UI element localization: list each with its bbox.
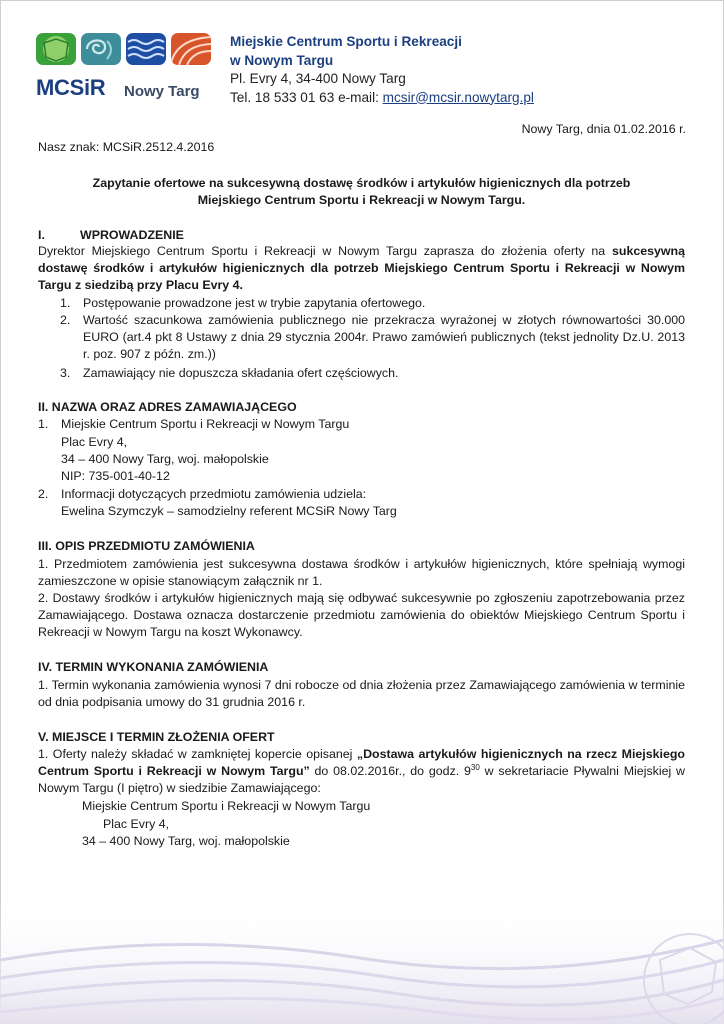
offer-time-minutes: 30 [470, 763, 480, 773]
section-1-number: I. [38, 228, 45, 242]
org-contact [230, 89, 534, 108]
brand-city: Nowy Targ [124, 83, 200, 100]
offer-envelope-label: „Dostawa artykułów higienicznych na rzecz Miejskiego Centrum Sportu i Rekreacji w Nowym Targu” [38, 747, 686, 779]
list-item: Zamawiający nie dopuszcza składania ofert częściowych. [83, 366, 399, 380]
submission-address-name: Miejskie Centrum Sportu i Rekreacji w Nowym Targu [82, 799, 371, 813]
document-title-line2: Miejskiego Centrum Sportu i Rekreacji w Nowym Targu. [197, 193, 526, 207]
swirl-tile-icon [81, 33, 121, 65]
section-3-paragraph-2: 2. Dostawy środków i artykułów higienicznych mają się odbywać sukcesywnie po zgłoszeniu zapotrzebowania przez Zamawiającego. Dostawa oznacza dostarczenie przedmiotu zamówienia do obiektów Miejskiego Centrum Sportu i Rekreacji w Nowym Targu na koszt Wykonawcy. [38, 591, 685, 640]
decorative-footer-waves [0, 900, 724, 1024]
waves-tile-icon [126, 33, 166, 65]
place-date: Nowy Targ, dnia 01.02.2016 r. [521, 122, 686, 136]
intro-text: Dyrektor Miejskiego Centrum Sportu i Rekreacji w Nowym Targu zaprasza do złożenia oferty na [38, 244, 612, 258]
list-item-number: 1. [60, 296, 71, 310]
email-link[interactable]: mcsir@mcsir.nowytarg.pl [382, 89, 534, 105]
contractor-city: 34 – 400 Nowy Targ, woj. małopolskie [61, 452, 269, 466]
section-5-heading: V. MIEJSCE I TERMIN ZŁOŻENIA OFERT [38, 730, 275, 744]
track-tile-icon [171, 33, 211, 65]
section-5-paragraph-1 [38, 746, 685, 798]
contact-person: Ewelina Szymczyk – samodzielny referent MCSiR Nowy Targ [61, 504, 397, 518]
list-item-number: 2. [60, 313, 71, 327]
org-phone: Tel. 18 533 01 63 e-mail: [230, 89, 383, 105]
section-1-heading: WPROWADZENIE [80, 228, 184, 242]
contractor-name: Miejskie Centrum Sportu i Rekreacji w Nowym Targu [61, 417, 350, 431]
submission-address-street: Plac Evry 4, [103, 817, 170, 831]
intro-bold: sukcesywną dostawę środków i artykułów higienicznych dla potrzeb Miejskiego Centrum Sportu i Rekreacji w Nowym Targu z siedzibą przy Placu Evry 4. [38, 244, 685, 293]
document-title-line1: Zapytanie ofertowe na sukcesywną dostawę środków i artykułów higienicznych dla potrzeb [92, 176, 631, 190]
org-name-line2: w Nowym Targu [230, 52, 334, 68]
mcsir-logo [36, 33, 212, 105]
list-item: Wartość szacunkowa zamówienia publicznego nie przekracza wyrażonej w złotych równowartości 30.000 EURO (art.4 pkt 8 Ustawy z dnia 29 stycznia 2004r. Prawo zamówień publicznych (tekst jednolity Dz.U. 2013 r. poz. 907 z późn. zm.)) [83, 313, 685, 362]
section-3-heading: III. OPIS PRZEDMIOTU ZAMÓWIENIA [38, 539, 255, 553]
brand-name: MCSiR [36, 75, 106, 100]
section-4-paragraph-1: 1. Termin wykonania zamówienia wynosi 7 dni robocze od dnia złożenia przez Zamawiającego zamówienia w terminie od dnia podpisania umowy do 31 grudnia 2016 r. [38, 678, 685, 710]
letterhead [230, 33, 534, 107]
contractor-street: Plac Evry 4, [61, 435, 128, 449]
submission-address-city: 34 – 400 Nowy Targ, woj. małopolskie [82, 834, 290, 848]
list-item-number: 1. [38, 417, 49, 431]
reference-number: Nasz znak: MCSiR.2512.4.2016 [38, 140, 215, 154]
contact-info-label: Informacji dotyczących przedmiotu zamówienia udziela: [61, 487, 367, 501]
list-item-number: 3. [60, 366, 71, 380]
section-3-paragraph-1: 1. Przedmiotem zamówienia jest sukcesywna dostawa środków i artykułów higienicznych, które spełniają wymogi zamieszczone w opisie stanowiącym załącznik nr 1. [38, 557, 685, 589]
offer-text-a: 1. Oferty należy składać w zamkniętej kopercie opisanej [38, 747, 357, 761]
contractor-nip: NIP: 735-001-40-12 [61, 469, 170, 483]
offer-text-b: do 08.02.2016r., do godz. 9 [309, 764, 471, 779]
org-name-line1: Miejskie Centrum Sportu i Rekreacji [230, 34, 462, 49]
list-item-number: 2. [38, 487, 49, 501]
list-item: Postępowanie prowadzone jest w trybie zapytania ofertowego. [83, 296, 426, 310]
section-1-intro [38, 243, 685, 295]
football-tile-icon [36, 33, 76, 65]
section-4-heading: IV. TERMIN WYKONANIA ZAMÓWIENIA [38, 660, 269, 674]
org-address: Pl. Evry 4, 34-400 Nowy Targ [230, 71, 406, 86]
section-2-heading: II. NAZWA ORAZ ADRES ZAMAWIAJĄCEGO [38, 400, 297, 414]
offer-text-c: w sekretariacie Pływalni Miejskiej w Nowym Targu (I piętro) w siedzibie Zamawiającego: [38, 764, 686, 796]
